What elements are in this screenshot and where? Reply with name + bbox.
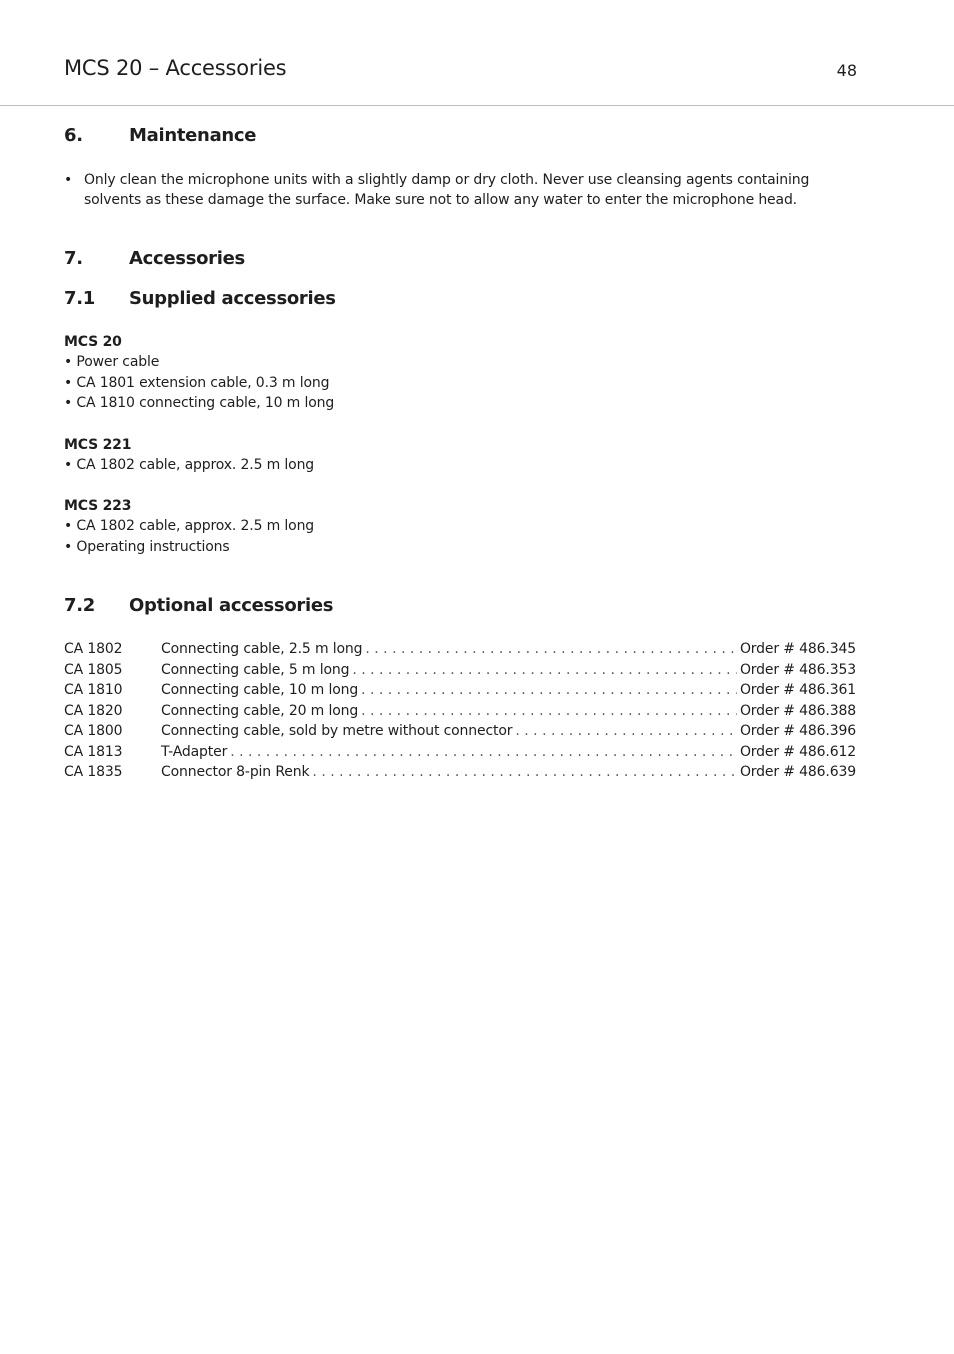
accessory-code: CA 1810 (64, 682, 123, 698)
optional-accessories-table (64, 639, 856, 783)
bullet-mark: • (64, 172, 73, 188)
list-item: • CA 1802 cable, approx. 2.5 m long (64, 518, 315, 534)
accessory-description: T-Adapter (161, 743, 228, 760)
section-title: Accessories (129, 248, 245, 269)
dot-leader (515, 721, 737, 742)
section-heading-supplied-accessories (64, 288, 336, 309)
section-heading-accessories (64, 248, 245, 269)
group-title: MCS 221 (64, 437, 132, 453)
list-item: • Operating instructions (64, 538, 230, 555)
table-row (64, 639, 856, 660)
accessory-code: CA 1800 (64, 723, 123, 739)
list-item: • Power cable (64, 354, 160, 370)
table-row (64, 742, 856, 763)
accessory-code: CA 1805 (64, 661, 123, 678)
page-header-title: MCS 20 – Accessories (64, 56, 287, 80)
order-number: Order # 486.396 (739, 723, 856, 739)
maintenance-bullet (64, 170, 856, 210)
maintenance-text: Only clean the microphone units with a slightly damp or dry cloth. Never use cleansing agents containing solvents as these damage the surface. Make sure not to allow any water to enter the microphone head. (84, 172, 810, 208)
accessory-description: Connecting cable, 5 m long (161, 661, 350, 678)
accessory-code: CA 1813 (64, 743, 123, 760)
supplied-group-mcs221 (64, 435, 464, 476)
accessory-code: CA 1820 (64, 702, 123, 719)
section-title: Supplied accessories (129, 288, 336, 309)
dot-leader (365, 639, 737, 660)
accessory-description: Connecting cable, sold by metre without connector (161, 723, 513, 739)
supplied-group-mcs20 (64, 332, 464, 414)
accessory-description: Connecting cable, 2.5 m long (161, 641, 363, 657)
accessory-code: CA 1802 (64, 641, 123, 657)
section-number: 6. (64, 125, 83, 146)
section-number: 7. (64, 248, 83, 269)
accessory-description: Connecting cable, 10 m long (161, 682, 359, 698)
accessory-description: Connector 8-pin Renk (161, 764, 310, 780)
order-number: Order # 486.345 (739, 641, 856, 657)
list-item: • CA 1802 cable, approx. 2.5 m long (64, 457, 315, 473)
dot-leader (361, 680, 737, 701)
list-item: • CA 1801 extension cable, 0.3 m long (64, 374, 330, 391)
section-title: Maintenance (129, 125, 257, 146)
section-title: Optional accessories (129, 595, 334, 616)
section-heading-optional-accessories (64, 595, 333, 616)
list-item: • CA 1810 connecting cable, 10 m long (64, 395, 335, 411)
order-number: Order # 486.639 (739, 764, 856, 780)
dot-leader (352, 660, 737, 681)
order-number: Order # 486.353 (739, 661, 856, 678)
group-title: MCS 223 (64, 498, 132, 514)
table-row (64, 660, 856, 681)
supplied-group-mcs223 (64, 496, 464, 557)
header-divider (0, 105, 954, 106)
dot-leader (230, 742, 737, 763)
order-number: Order # 486.388 (739, 702, 856, 719)
table-row (64, 721, 856, 742)
order-number: Order # 486.612 (739, 743, 856, 760)
dot-leader (312, 762, 737, 783)
accessory-code: CA 1835 (64, 764, 123, 780)
table-row (64, 762, 856, 783)
group-title: MCS 20 (64, 334, 122, 350)
section-number: 7.2 (64, 595, 95, 616)
section-heading-maintenance (64, 125, 256, 146)
order-number: Order # 486.361 (739, 682, 856, 698)
section-number: 7.1 (64, 288, 95, 309)
accessory-description: Connecting cable, 20 m long (161, 702, 359, 719)
dot-leader (361, 701, 737, 722)
table-row (64, 680, 856, 701)
page-number: 48 (836, 61, 857, 80)
table-row (64, 701, 856, 722)
